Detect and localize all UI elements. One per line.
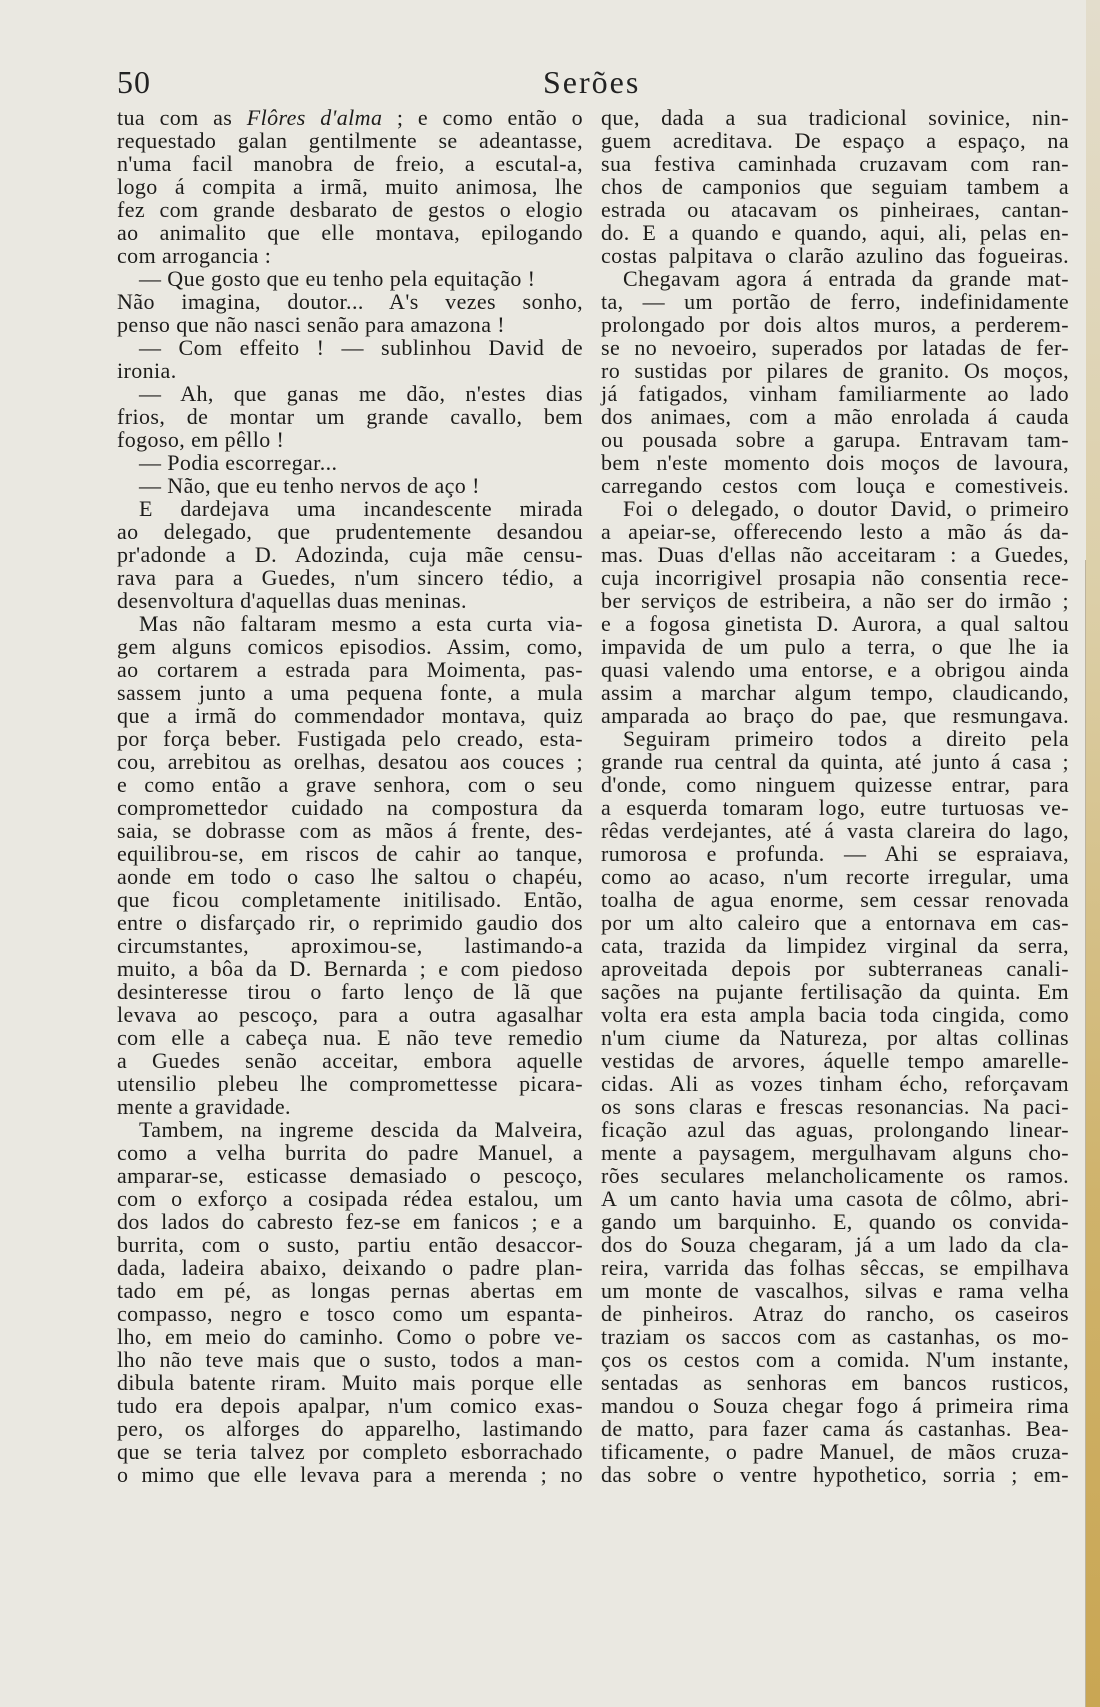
text-line: dos animaes, com a mão enrolada á cauda (601, 404, 1069, 429)
text-line: cuja incorrigivel prosapia não consentia rece- (601, 565, 1069, 590)
text-line: compasso, negro e tosco como um espanta- (117, 1301, 583, 1326)
text-line: pr'adonde a D. Adozinda, cuja mãe censu- (117, 542, 583, 567)
text-line: vestidas de arvores, áquelle tempo amarelle- (601, 1048, 1069, 1073)
text-line: E dardejava uma incandescente mirada (139, 496, 583, 521)
text-line: sações na pujante fertilisação da quinta. Em (601, 979, 1069, 1004)
text-line: rava para a Guedes, n'um sincero tédio, a (117, 565, 583, 590)
text-line: penso que não nasci senão para amazona ! (117, 312, 506, 337)
text-line: equilibrou-se, em riscos de cahir ao tanque, (117, 841, 583, 866)
text-line: prolongado por dois altos muros, a perderem- (601, 312, 1069, 337)
text-line: que, dada a sua tradicional sovinice, nin- (601, 105, 1069, 130)
text-line: dos do Souza chegaram, já a um lado da cla- (601, 1232, 1069, 1257)
text-line: com arrogancia : (117, 243, 272, 268)
text-line: como ao acaso, n'um recorte irregular, uma (601, 864, 1069, 889)
text-line: fogoso, em pêllo ! (117, 427, 285, 452)
text-line: utensilio plebeu lhe compromettesse picara- (117, 1071, 583, 1096)
text-line: com elle a cabeça nua. E não teve remedio (117, 1025, 583, 1050)
text-line: Tambem, na ingreme descida da Malveira, (139, 1117, 583, 1142)
text-line: lho, em meio do caminho. Como o pobre ve- (117, 1324, 583, 1349)
text-line: os sons claras e frescas resonancias. Na paci- (601, 1094, 1069, 1119)
text-line: — Não, que eu tenho nervos de aço ! (139, 473, 480, 498)
text-line: lho não teve mais que o susto, todos a man- (117, 1347, 583, 1372)
text-line: sentadas as senhoras em bancos rusticos, (601, 1370, 1069, 1395)
text-line: circumstantes, aproximou-se, lastimando-a (117, 933, 583, 958)
text-line: traziam os saccos com as castanhas, os mo- (601, 1324, 1069, 1349)
text-line: cou, arrebitou as orelhas, desatou aos couces ; (117, 749, 583, 774)
text-line: mandou o Souza chegar fogo á primeira rima (601, 1393, 1069, 1418)
text-line: reira, varrida das folhas sêccas, se empilhava (601, 1255, 1069, 1280)
text-line: de pinheiros. Atraz do rancho, os caseiros (601, 1301, 1069, 1326)
text-line: — Podia escorregar... (139, 450, 338, 475)
text-line: o mimo que elle levava para a merenda ; no (117, 1462, 583, 1487)
text-line: pero, os alforges do apparelho, lastimando (117, 1416, 583, 1441)
text-line: saia, se dobrasse com as mãos á frente, des- (117, 818, 583, 843)
text-line: como a velha burrita do padre Manuel, a (117, 1140, 583, 1165)
text-line: requestado galan gentilmente se adeantasse, (117, 128, 583, 153)
text-line: amparar-se, esticasse demasiado o pescoço, (117, 1163, 583, 1188)
text-line: Não imagina, doutor... A's vezes sonho, (117, 289, 583, 314)
text-line: tudo era depois apalpar, n'um comico exas- (117, 1393, 583, 1418)
text-line: costas palpitava o clarão azulino das fogueiras. (601, 243, 1069, 268)
text-segment: tua com as (117, 105, 247, 130)
text-line: volta era esta ampla bacia toda cingida, como (601, 1002, 1069, 1027)
text-line: estrada ou atacavam os pinheiraes, cantan- (601, 197, 1069, 222)
text-line: gem alguns comicos episodios. Assim, como, (117, 634, 583, 659)
text-line: gando um barquinho. E, quando os convida- (601, 1209, 1069, 1234)
binding-edge-line (1085, 560, 1086, 1707)
text-line: a Guedes senão acceitar, embora aquelle (117, 1048, 583, 1073)
text-line: fez com grande desbarato de gestos o elogio (117, 197, 583, 222)
text-line: quasi valendo uma entorse, e a obrigou ainda (601, 657, 1069, 682)
text-line: aonde em todo o caso lhe saltou o chapéu, (117, 864, 583, 889)
text-line: desenvoltura d'aquellas duas meninas. (117, 588, 467, 613)
text-line: cidas. Ali as vozes tinham écho, reforçavam (601, 1071, 1069, 1096)
text-line: amparada ao braço do pae, que resmungava. (601, 703, 1069, 728)
text-line: carregando cestos com louça e comestiveis. (601, 473, 1069, 498)
text-line: desinteresse tirou o farto lenço de lã que (117, 979, 583, 1004)
text-line: dada, ladeira abaixo, deixando o padre plan- (117, 1255, 583, 1280)
text-line: chos de camponios que seguiam tambem a (601, 174, 1069, 199)
text-line: e a fogosa ginetista D. Aurora, a qual saltou (601, 611, 1069, 636)
text-line: grande rua central da quinta, até junto á casa ; (601, 749, 1069, 774)
text-line: n'uma facil manobra de freio, a escutal-a, (117, 151, 583, 176)
text-line: e como então a grave senhora, com o seu (117, 772, 583, 797)
text-line: guem acreditava. De espaço a espaço, na (601, 128, 1069, 153)
text-line: tificamente, o padre Manuel, de mãos cruza- (601, 1439, 1069, 1464)
text-line: um monte de vascalhos, silvas e rama velha (601, 1278, 1069, 1303)
right-column (601, 106, 1069, 1486)
left-column (117, 106, 583, 1486)
text-line: do. E a quando e quando, aqui, ali, pelas en- (601, 220, 1069, 245)
text-line: — Ah, que ganas me dão, n'estes dias (139, 381, 583, 406)
text-line: se no nevoeiro, superados por latadas de fer- (601, 335, 1069, 360)
text-line: d'onde, como ninguem quizesse entrar, para (601, 772, 1069, 797)
text-line: que ficou completamente initilisado. Então, (117, 887, 583, 912)
text-line: que se teria talvez por completo esborrachado (117, 1439, 583, 1464)
text-line: ficação azul das aguas, prolongando linear- (601, 1117, 1069, 1142)
text-line: dos lados do cabresto fez-se em fanicos ; e a (117, 1209, 583, 1234)
text-line: logo á compita a irmã, muito animosa, lhe (117, 174, 583, 199)
text-line: por um alto caleiro que a entornava em cas- (601, 910, 1069, 935)
text-line: ber serviços de estribeira, a não ser do irmão ; (601, 588, 1069, 613)
text-line: bem n'este momento dois moços de lavoura, (601, 450, 1069, 475)
text-line: rêdas verdejantes, até á vasta clareira do lago, (601, 818, 1069, 843)
text-line: mas. Duas d'ellas não acceitaram : a Guedes, (601, 542, 1069, 567)
book-title: Flôres d'alma (246, 105, 383, 130)
text-line: de matto, para fazer cama ás castanhas. Bea- (601, 1416, 1069, 1441)
text-line: já fatigados, vinham familiarmente ao lado (601, 381, 1069, 406)
text-line: ao cortarem a estrada para Moimenta, pas- (117, 657, 583, 682)
text-line: burrita, com o susto, partiu então desaccor- (117, 1232, 583, 1257)
text-line: sua festiva caminhada cruzavam com ran- (601, 151, 1069, 176)
text-line: frios, de montar um grande cavallo, bem (117, 404, 583, 429)
text-line: a apeiar-se, offerecendo lesto a mão ás da- (601, 519, 1069, 544)
text-line: A um canto havia uma casota de côlmo, abri- (601, 1186, 1069, 1211)
running-title: Serões (543, 64, 641, 100)
text-line: mente a gravidade. (117, 1094, 291, 1119)
text-line: Mas não faltaram mesmo a esta curta via- (139, 611, 583, 636)
text-line: Foi o delegado, o doutor David, o primeiro (623, 496, 1069, 521)
text-line: por força beber. Fustigada pelo creado, esta- (117, 726, 583, 751)
text-line: Seguiram primeiro todos a direito pela (623, 726, 1069, 751)
text-line: aproveitada depois por subterraneas canali- (601, 956, 1069, 981)
text-line: impavida de um pulo a terra, o que lhe ia (601, 634, 1069, 659)
text-line: rões seculares melancholicamente os ramos. (601, 1163, 1069, 1188)
text-line: ta, — um portão de ferro, indefinidamente (601, 289, 1069, 314)
text-line: ao delegado, que prudentemente desandou (117, 519, 583, 544)
text-line: Chegavam agora á entrada da grande mat- (623, 266, 1069, 291)
text-line: a esquerda tomaram logo, eutre turtuosas ve- (601, 795, 1069, 820)
text-line: muito, a bôa da D. Bernarda ; e com piedoso (117, 956, 583, 981)
text-line: compromettedor cuidado na compostura da (117, 795, 583, 820)
text-line: com o exforço a cosipada rédea estalou, um (117, 1186, 583, 1211)
text-line: das sobre o ventre hypothetico, sorria ; em- (601, 1462, 1069, 1487)
text-line: que a irmã do commendador montava, quiz (117, 703, 583, 728)
text-line: toalha de agua enorme, sem cessar renovada (601, 887, 1069, 912)
text-line: ou pousada sobre a garupa. Entravam tam- (601, 427, 1069, 452)
page-edge-shadow (1086, 0, 1100, 1707)
text-line: mente a paysagem, mergulhavam alguns cho- (601, 1140, 1069, 1165)
text-line: — Com effeito ! — sublinhou David de (139, 335, 583, 360)
text-line: assim a marchar algum tempo, claudicando, (601, 680, 1069, 705)
text-line: ro sustidas por pilares de granito. Os moços, (601, 358, 1069, 383)
text-line: levava ao pescoço, para a outra agasalhar (117, 1002, 583, 1027)
text-line: n'um ciume da Natureza, por altas collinas (601, 1025, 1069, 1050)
text-line: tado em pé, as longas pernas abertas em (117, 1278, 583, 1303)
text-line: sassem junto a uma pequena fonte, a mula (117, 680, 583, 705)
text-line: ao animalito que elle montava, epilogando (117, 220, 583, 245)
text-line: rumorosa e profunda. — Ahi se espraiava, (601, 841, 1069, 866)
text-line: cata, trazida da limpidez virginal da serra, (601, 933, 1069, 958)
page-number: 50 (117, 64, 151, 100)
text-line: — Que gosto que eu tenho pela equitação ! (139, 266, 536, 291)
text-line: entre o disfarçado rir, o reprimido gaudio dos (117, 910, 583, 935)
text-line: ços os cestos com a comida. N'um instante, (601, 1347, 1069, 1372)
text-line: dibula batente riram. Muito mais porque elle (117, 1370, 583, 1395)
text-line (117, 106, 583, 129)
text-segment: ; e como então o (382, 105, 584, 130)
text-line: ironia. (117, 358, 177, 383)
